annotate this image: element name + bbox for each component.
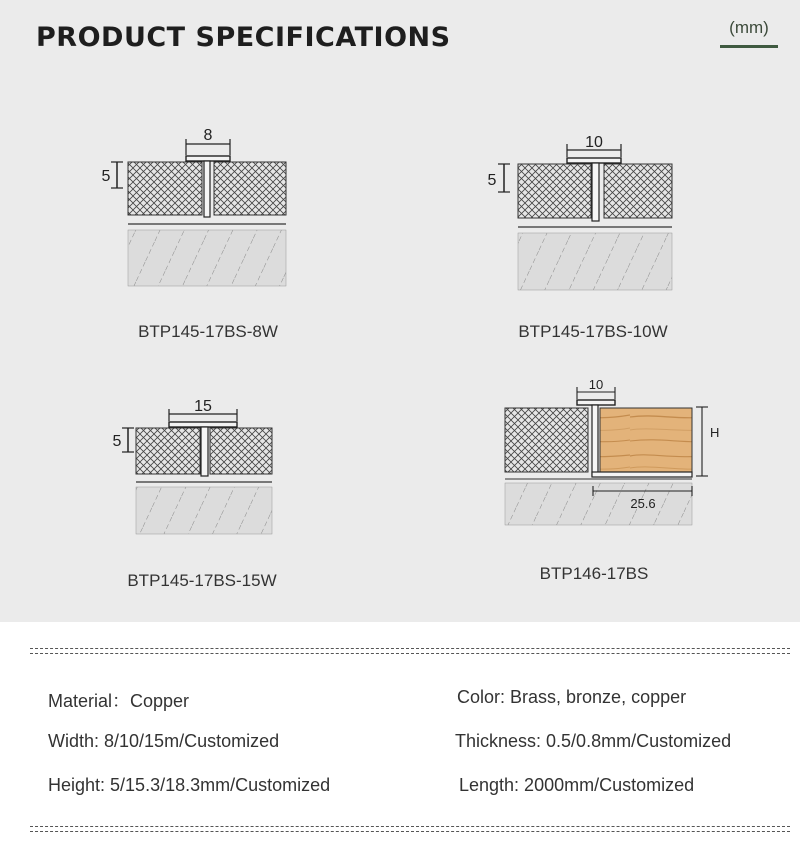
dim-depth-25-6: 25.6 — [630, 496, 656, 511]
spec-length: Length: 2000mm/Customized — [459, 775, 695, 795]
divider-bottom — [30, 826, 790, 832]
spec-width: Width: 8/10/15m/Customized — [48, 731, 280, 751]
drawing-btp146 — [505, 377, 719, 525]
model-label-btp146: BTP146-17BS — [539, 564, 649, 583]
dim-width-10: 10 — [588, 377, 604, 392]
divider-top — [30, 648, 790, 654]
unit-label: (mm) — [729, 18, 769, 37]
dim-width-10: 10 — [585, 134, 603, 151]
model-label-10w: BTP145-17BS-10W — [518, 322, 668, 341]
spec-height: Height: 5/15.3/18.3mm/Customized — [48, 775, 331, 795]
page-title: PRODUCT SPECIFICATIONS — [36, 22, 451, 53]
dim-height-5: 5 — [112, 433, 122, 450]
dim-height-h: H — [710, 425, 720, 440]
spec-color: Color: Brass, bronze, copper — [457, 687, 687, 707]
drawing-btp145-8w — [102, 127, 286, 286]
drawing-btp145-10w — [488, 134, 672, 290]
model-label-15w: BTP145-17BS-15W — [127, 571, 277, 590]
model-label-8w: BTP145-17BS-8W — [138, 322, 278, 341]
spec-material: Material：Copper — [48, 691, 190, 711]
dim-height-5: 5 — [101, 168, 111, 185]
dim-width-15: 15 — [194, 398, 212, 415]
drawing-btp145-15w — [113, 398, 272, 534]
dim-width-8: 8 — [203, 127, 213, 144]
dim-height-5: 5 — [487, 172, 497, 189]
spec-thickness: Thickness: 0.5/0.8mm/Customized — [455, 731, 732, 751]
